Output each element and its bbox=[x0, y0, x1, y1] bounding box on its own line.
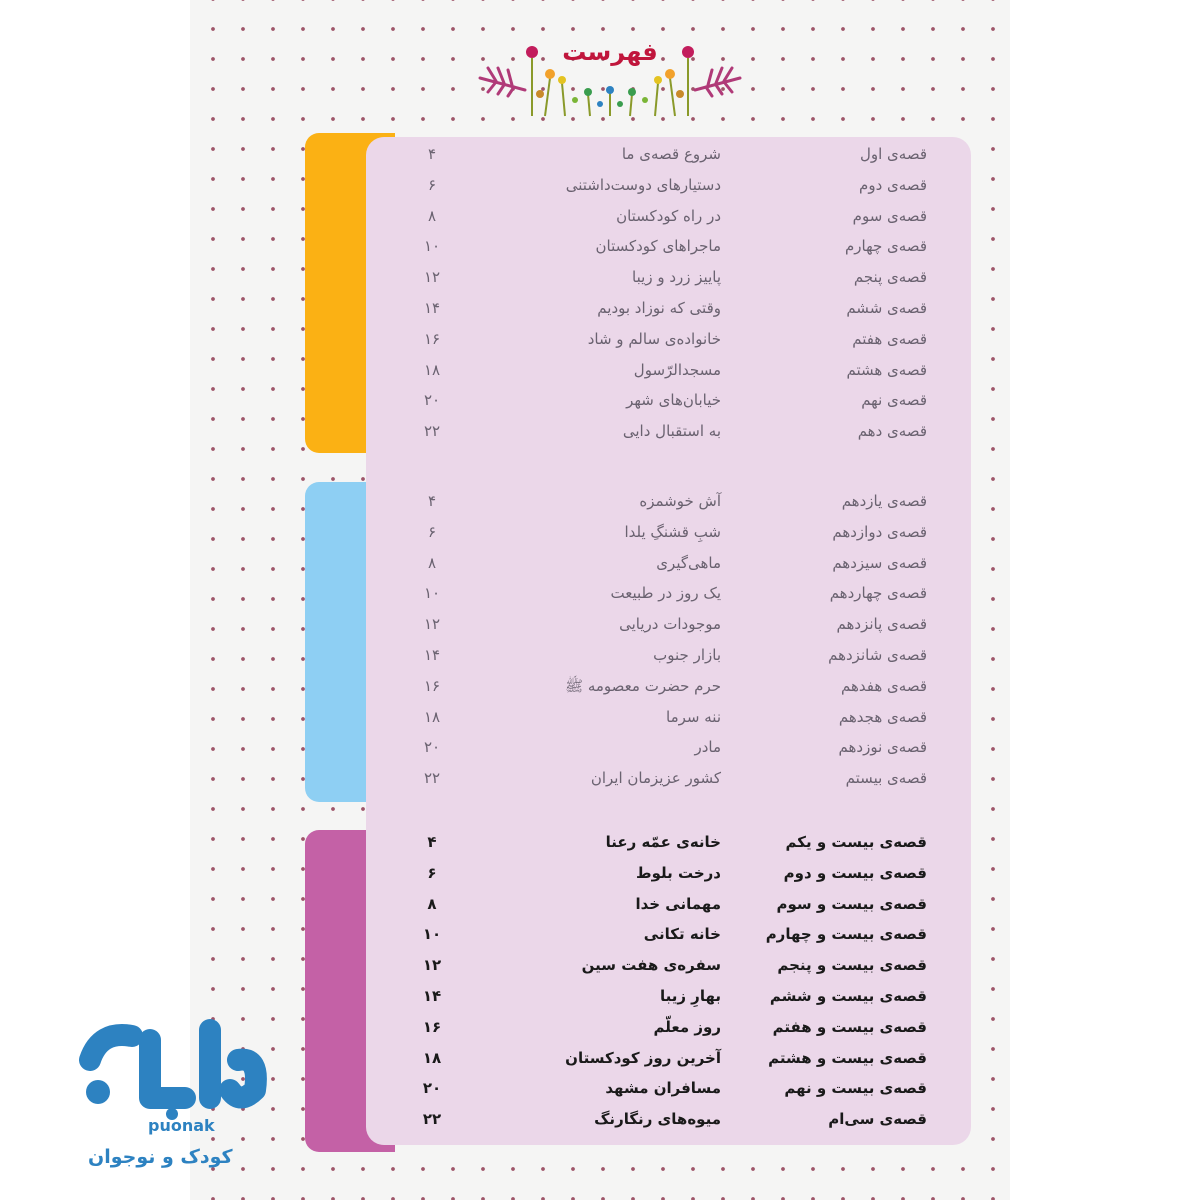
story-label: قصه‌ی هفتم bbox=[852, 329, 927, 348]
story-title: خانه‌ی عمّه رعنا bbox=[605, 833, 721, 851]
toc-row bbox=[366, 956, 971, 986]
story-title: روز معلّم bbox=[653, 1017, 721, 1036]
story-title: یک روز در طبیعت bbox=[610, 584, 721, 603]
story-title: مادر bbox=[694, 738, 721, 757]
story-label: قصه‌ی چهاردهم bbox=[829, 584, 927, 603]
story-title: در راه کودکستان bbox=[616, 206, 721, 225]
story-title: درخت بلوط bbox=[636, 863, 721, 882]
story-label: قصه‌ی اول bbox=[859, 145, 927, 163]
story-title: بازار جنوب bbox=[653, 646, 721, 664]
story-label: قصه‌ی شانزدهم bbox=[828, 646, 927, 664]
story-title: سفره‌ی هفت سین bbox=[581, 956, 721, 975]
page-number: ۱۶ bbox=[422, 1017, 442, 1036]
story-title: خیابان‌های شهر bbox=[626, 391, 721, 410]
toc-row bbox=[366, 361, 971, 391]
page-number: ۶ bbox=[427, 863, 437, 882]
page-number: ۲۰ bbox=[422, 1079, 442, 1098]
story-title: وقتی که نوزاد بودیم bbox=[597, 299, 721, 317]
story-label: قصه‌ی یازدهم bbox=[841, 492, 927, 510]
story-label: قصه‌ی بیست و هشتم bbox=[768, 1048, 927, 1067]
story-title: مسجدالرّسول bbox=[633, 360, 721, 379]
story-label: قصه‌ی هشتم bbox=[846, 360, 927, 379]
story-label: قصه‌ی بیست و یکم bbox=[785, 833, 927, 851]
toc-row bbox=[366, 1110, 971, 1140]
puonak-logo-icon bbox=[40, 1000, 290, 1120]
toc-row bbox=[366, 554, 971, 584]
toc-row bbox=[366, 299, 971, 329]
page-number: ۱۶ bbox=[423, 329, 441, 348]
page-number: ۱۰ bbox=[423, 584, 441, 603]
toc-row bbox=[366, 987, 971, 1017]
logo-latin: puonak bbox=[148, 1116, 215, 1135]
page-number: ۱۲ bbox=[423, 268, 441, 287]
toc-row bbox=[366, 268, 971, 298]
story-label: قصه‌ی نهم bbox=[861, 391, 927, 410]
toc-row bbox=[366, 207, 971, 237]
story-title: شبِ قشنگِ یلدا bbox=[624, 522, 721, 541]
story-title: آخرین روز کودکستان bbox=[565, 1048, 721, 1067]
story-title: خانه تکانی bbox=[643, 925, 721, 944]
toc-row bbox=[366, 237, 971, 267]
page-number: ۱۲ bbox=[423, 615, 441, 634]
page-number: ۱۴ bbox=[423, 646, 441, 664]
page-number: ۲۲ bbox=[422, 1110, 442, 1129]
story-title: مهمانی خدا bbox=[635, 894, 721, 913]
page-number: ۲۲ bbox=[423, 769, 441, 788]
title-ornament bbox=[470, 28, 750, 128]
story-label: قصه‌ی دوم bbox=[859, 175, 927, 194]
page-number: ۸ bbox=[427, 206, 437, 225]
story-title: دستیارهای دوست‌داشتنی bbox=[565, 175, 721, 194]
logo-tagline: کودک و نوجوان bbox=[88, 1146, 233, 1168]
story-title: پاییز زرد و زیبا bbox=[632, 268, 721, 287]
toc-row bbox=[366, 176, 971, 206]
toc-row bbox=[366, 584, 971, 614]
toc-row bbox=[366, 646, 971, 676]
story-label: قصه‌ی بیست و دوم bbox=[783, 863, 927, 882]
page-number: ۶ bbox=[427, 175, 437, 194]
story-label: قصه‌ی بیستم bbox=[845, 769, 927, 788]
story-label: قصه‌ی نوزدهم bbox=[838, 738, 927, 757]
page-number: ۱۴ bbox=[422, 987, 442, 1005]
story-title: ماهی‌گیری bbox=[656, 553, 721, 572]
story-title: آش خوشمزه bbox=[639, 492, 721, 510]
story-label: قصه‌ی سوم bbox=[852, 206, 927, 225]
page-number: ۲۰ bbox=[423, 738, 441, 757]
story-title: مسافران مشهد bbox=[605, 1079, 721, 1098]
toc-row bbox=[366, 769, 971, 799]
page-number: ۲۲ bbox=[423, 422, 441, 441]
page-number: ۱۴ bbox=[423, 299, 441, 317]
story-label: قصه‌ی دوازدهم bbox=[832, 522, 927, 541]
story-label: قصه‌ی سیزدهم bbox=[832, 553, 927, 572]
story-label: قصه‌ی هفدهم bbox=[841, 676, 927, 695]
toc-row bbox=[366, 1049, 971, 1079]
page-number: ۱۰ bbox=[422, 925, 442, 944]
story-title: به استقبال دایی bbox=[622, 422, 721, 441]
page-number: ۱۰ bbox=[423, 237, 441, 256]
page-title: فهرست bbox=[562, 38, 658, 66]
toc-row bbox=[366, 615, 971, 645]
story-title: حرم حضرت معصومه ﷺ bbox=[564, 676, 721, 695]
toc-row bbox=[366, 422, 971, 452]
toc-row bbox=[366, 492, 971, 522]
story-label: قصه‌ی بیست و سوم bbox=[776, 894, 927, 913]
toc-row bbox=[366, 833, 971, 863]
toc-row bbox=[366, 1079, 971, 1109]
story-label: قصه‌ی بیست و چهارم bbox=[765, 925, 927, 944]
story-label: قصه‌ی بیست و ششم bbox=[769, 987, 927, 1005]
story-label: قصه‌ی بیست و نهم bbox=[784, 1079, 927, 1098]
story-label: قصه‌ی بیست و هفتم bbox=[772, 1017, 927, 1036]
page-number: ۸ bbox=[427, 894, 437, 913]
page-number: ۱۶ bbox=[423, 676, 441, 695]
story-label: قصه‌ی بیست و پنجم bbox=[777, 956, 927, 975]
story-title: ننه سرما bbox=[666, 707, 721, 726]
toc-row bbox=[366, 330, 971, 360]
story-title: شروع قصه‌ی ما bbox=[621, 145, 721, 163]
toc-row bbox=[366, 391, 971, 421]
page-number: ۱۲ bbox=[422, 956, 442, 975]
page-number: ۴ bbox=[427, 833, 437, 851]
page-number: ۶ bbox=[427, 522, 437, 541]
story-title: خانواده‌ی سالم و شاد bbox=[587, 329, 721, 348]
story-label: قصه‌ی چهارم bbox=[844, 237, 927, 256]
story-label: قصه‌ی پنجم bbox=[853, 268, 927, 287]
page-number: ۱۸ bbox=[423, 360, 441, 379]
story-title: میوه‌های رنگارنگ bbox=[594, 1110, 721, 1129]
story-title: بهارِ زیبا bbox=[659, 987, 721, 1005]
toc-row bbox=[366, 738, 971, 768]
page-number: ۴ bbox=[427, 145, 437, 163]
page-number: ۱۸ bbox=[422, 1048, 442, 1067]
story-label: قصه‌ی پانزدهم bbox=[836, 615, 927, 634]
toc-row bbox=[366, 925, 971, 955]
story-title: کشور عزیزمان ایران bbox=[590, 769, 721, 788]
toc-row bbox=[366, 145, 971, 175]
toc-row bbox=[366, 677, 971, 707]
toc-row bbox=[366, 864, 971, 894]
toc-row bbox=[366, 708, 971, 738]
toc-row bbox=[366, 523, 971, 553]
toc-row bbox=[366, 895, 971, 925]
story-title: ماجراهای کودکستان bbox=[595, 237, 721, 256]
story-title: موجودات دریایی bbox=[619, 615, 721, 634]
story-label: قصه‌ی ششم bbox=[846, 299, 927, 317]
page-number: ۲۰ bbox=[423, 391, 441, 410]
toc-row bbox=[366, 1018, 971, 1048]
story-label: قصه‌ی سی‌ام bbox=[828, 1110, 927, 1129]
page-number: ۱۸ bbox=[423, 707, 441, 726]
page-number: ۴ bbox=[427, 492, 437, 510]
page-number: ۸ bbox=[427, 553, 437, 572]
story-label: قصه‌ی هجدهم bbox=[838, 707, 927, 726]
story-label: قصه‌ی دهم bbox=[857, 422, 927, 441]
